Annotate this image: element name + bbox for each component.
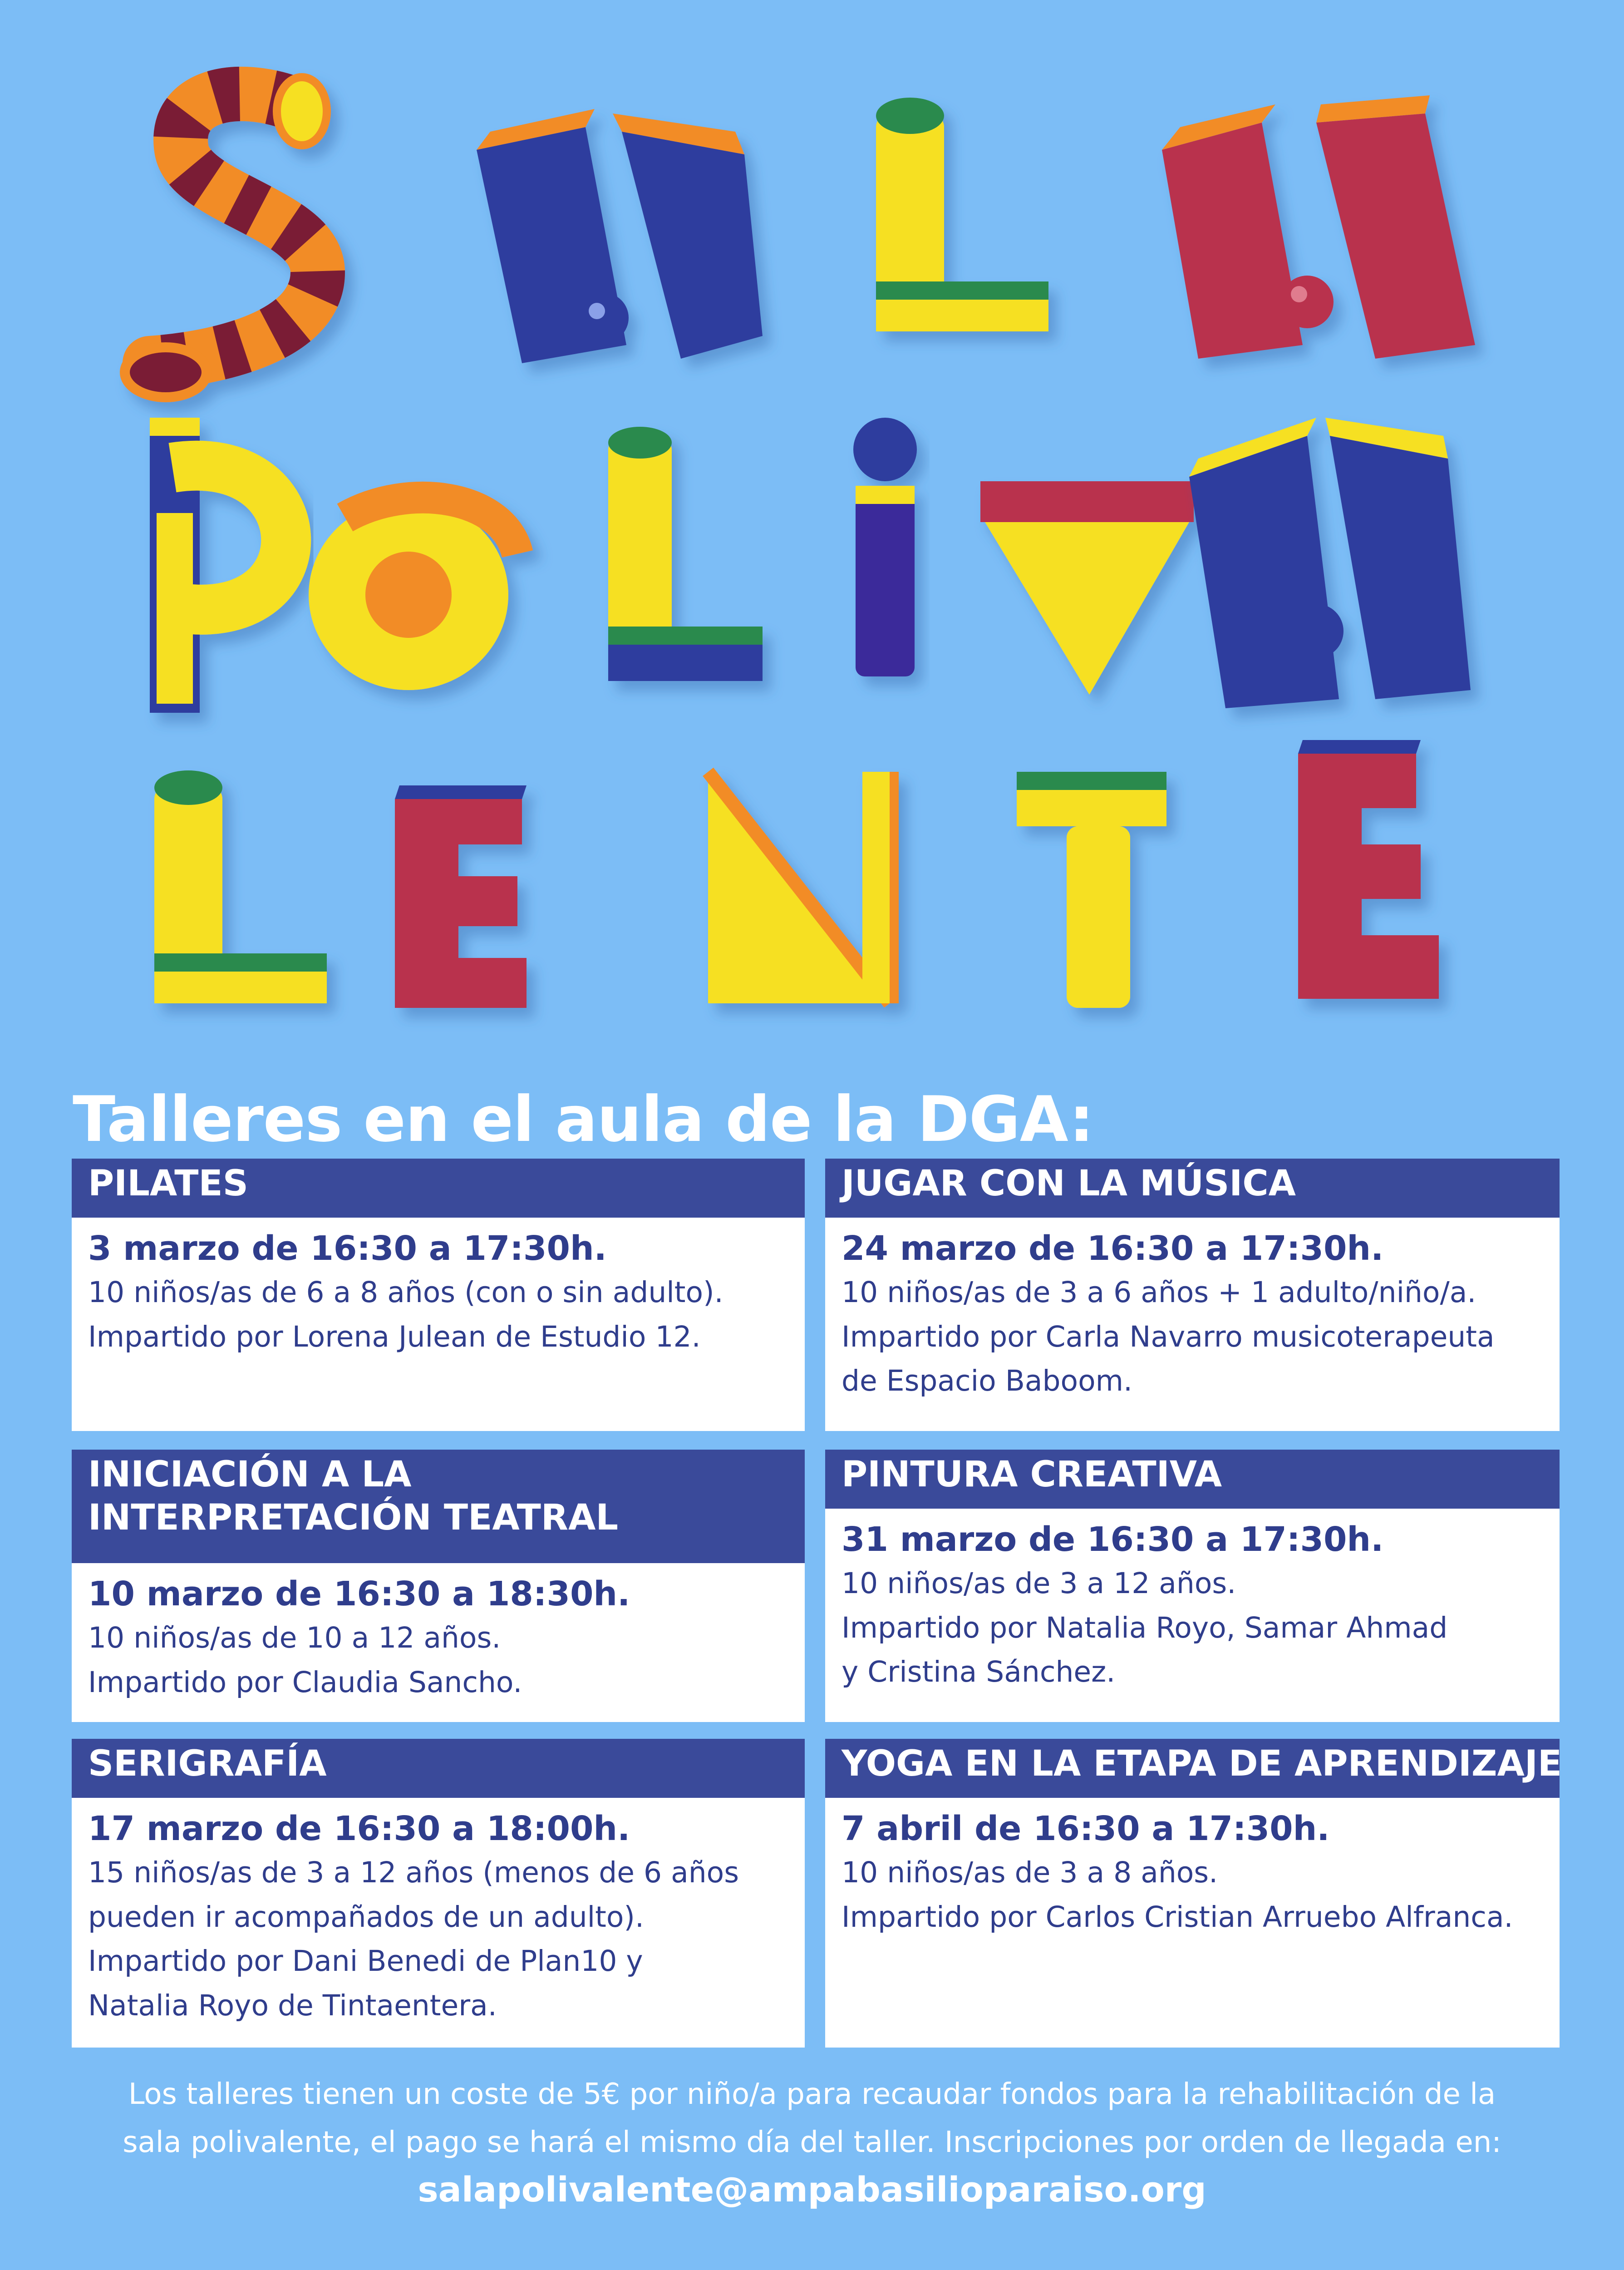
letter-e-red-2: [1298, 740, 1439, 999]
workshop-date: 17 marzo de 16:30 a 18:00h.: [88, 1809, 630, 1848]
workshop-card-musica: [825, 1159, 1560, 1431]
workshop-date: 31 marzo de 16:30 a 17:30h.: [842, 1520, 1384, 1559]
workshop-title: [72, 1450, 805, 1563]
workshop-card-teatro: [72, 1450, 805, 1722]
letter-s-spiral: [125, 77, 327, 397]
letter-p-blue: [150, 418, 286, 713]
workshop-detail: 15 niños/as de 3 a 12 años (menos de 6 años: [88, 1856, 739, 1890]
workshop-title: PINTURA CREATIVA: [825, 1450, 1560, 1509]
workshop-detail: Impartido por Lorena Julean de Estudio 12.: [88, 1320, 701, 1353]
footer-info: [0, 2070, 1624, 2213]
workshop-card-pintura: [825, 1450, 1560, 1722]
footer-line: Los talleres tienen un coste de 5€ por niño/a para recaudar fondos para la rehabilitación de la: [128, 2078, 1496, 2111]
letter-a-blue-yellow: [1189, 418, 1471, 708]
letter-n-yellow: [708, 772, 899, 1003]
workshops-heading: Talleres en el aula de la DGA:: [73, 1083, 1094, 1156]
letter-e-red: [395, 785, 527, 1008]
workshop-detail: 10 niños/as de 10 a 12 años.: [88, 1621, 501, 1655]
workshop-card-serigrafia: [72, 1739, 805, 2048]
workshop-card-pilates: [72, 1159, 805, 1431]
workshop-title: JUGAR CON LA MÚSICA: [825, 1159, 1560, 1218]
letter-o-ring: [309, 498, 517, 690]
workshop-title-line: INTERPRETACIÓN TEATRAL: [88, 1497, 619, 1539]
hero-lettering-illustration: [0, 0, 1624, 1058]
letter-l-blue: [608, 427, 763, 681]
workshop-detail: Impartido por Dani Benedi de Plan10 y: [88, 1944, 643, 1978]
workshop-card-yoga: [825, 1739, 1560, 2048]
letter-i-purple: [853, 418, 917, 676]
footer-line: sala polivalente, el pago se hará el mismo día del taller. Inscripciones por orden de llegada en:: [123, 2126, 1501, 2160]
workshop-date: 10 marzo de 16:30 a 18:30h.: [88, 1574, 630, 1614]
workshop-date: 3 marzo de 16:30 a 17:30h.: [88, 1229, 607, 1268]
letter-v-triangle: [980, 481, 1194, 695]
workshop-detail: y Cristina Sánchez.: [842, 1655, 1116, 1689]
contact-email[interactable]: salapolivalente@ampabasilioparaiso.org: [418, 2169, 1206, 2210]
workshop-detail: 10 niños/as de 6 a 8 años (con o sin adulto).: [88, 1276, 723, 1309]
workshop-detail: de Espacio Baboom.: [842, 1364, 1133, 1398]
letter-l-yellow-2: [154, 770, 327, 1003]
workshop-detail: 10 niños/as de 3 a 8 años.: [842, 1856, 1218, 1890]
workshop-detail: Impartido por Claudia Sancho.: [88, 1665, 522, 1699]
workshop-detail: Impartido por Natalia Royo, Samar Ahmad: [842, 1611, 1448, 1644]
workshop-detail: Impartido por Carlos Cristian Arruebo Alfranca.: [842, 1900, 1513, 1934]
workshop-title: SERIGRAFÍA: [72, 1739, 805, 1798]
workshop-detail: Impartido por Carla Navarro musicoterapeuta: [842, 1320, 1495, 1353]
letter-a-blue: [477, 109, 763, 363]
workshop-title: PILATES: [72, 1159, 805, 1218]
letter-a-red: [1162, 95, 1475, 359]
workshop-detail: 10 niños/as de 3 a 12 años.: [842, 1567, 1236, 1600]
workshop-detail: pueden ir acompañados de un adulto).: [88, 1900, 645, 1934]
workshop-title: YOGA EN LA ETAPA DE APRENDIZAJE: [825, 1739, 1560, 1798]
workshop-title-line: INICIACIÓN A LA: [88, 1454, 412, 1495]
workshop-date: 24 marzo de 16:30 a 17:30h.: [842, 1229, 1384, 1268]
letter-l-yellow: [876, 98, 1048, 331]
workshop-detail: Natalia Royo de Tintaentera.: [88, 1989, 497, 2023]
letter-t-yellow: [1017, 772, 1166, 1008]
workshop-detail: 10 niños/as de 3 a 6 años + 1 adulto/niño/a.: [842, 1276, 1476, 1309]
workshop-date: 7 abril de 16:30 a 17:30h.: [842, 1809, 1330, 1848]
